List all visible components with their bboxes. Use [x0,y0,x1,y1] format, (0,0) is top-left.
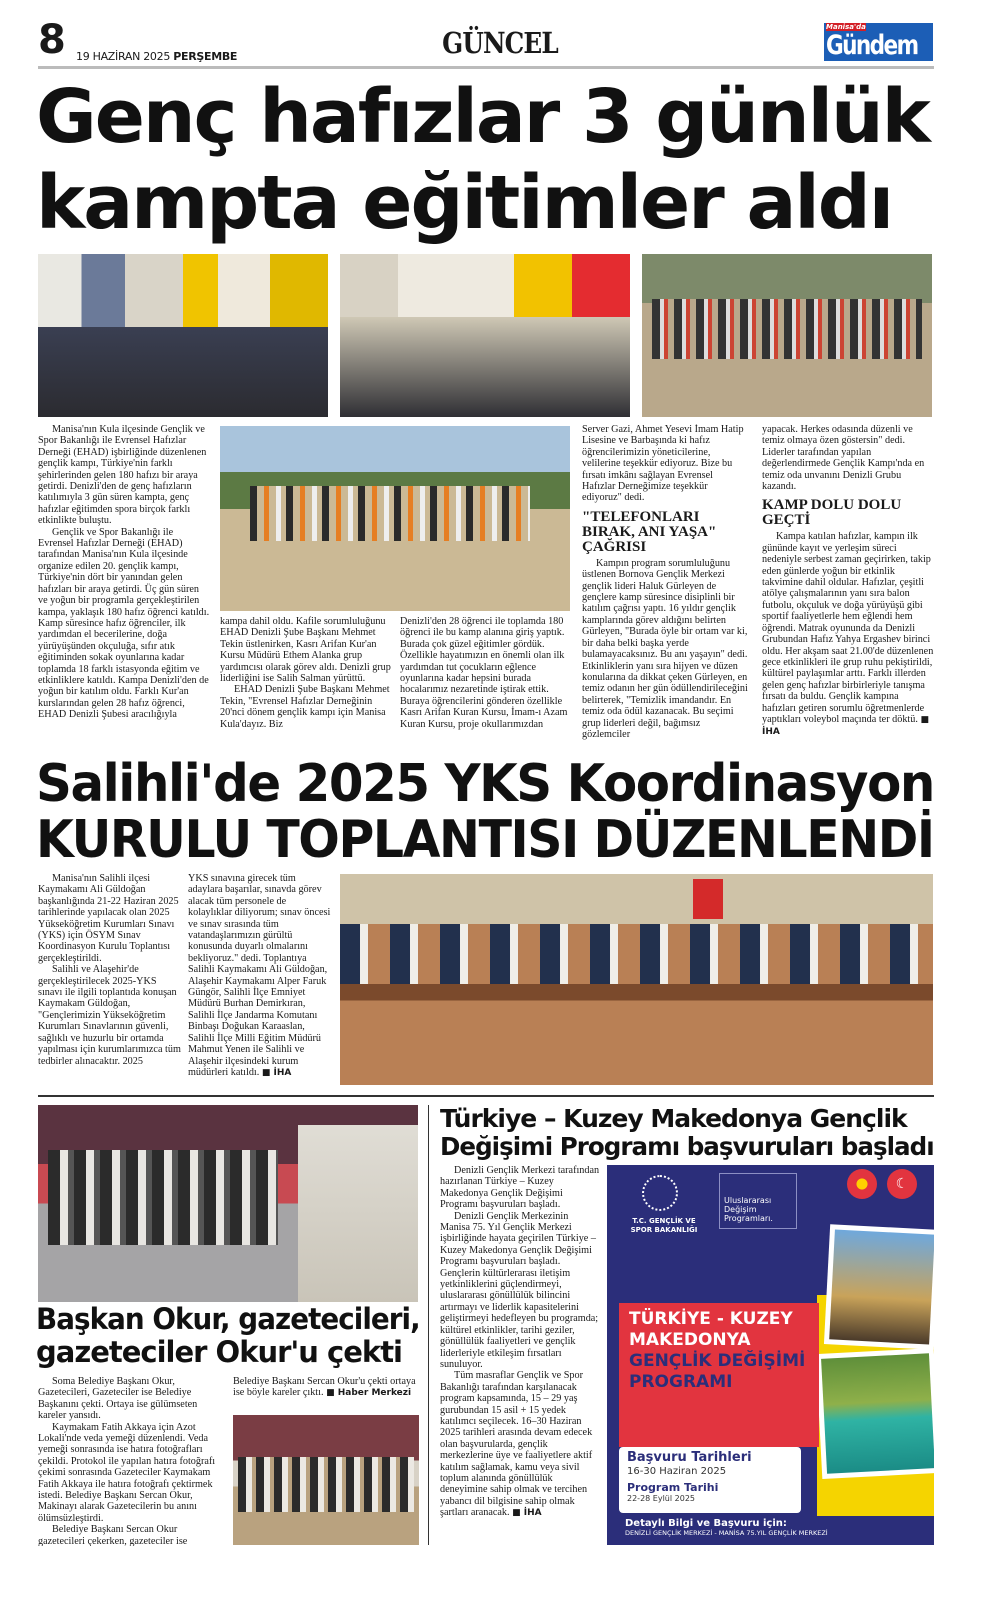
headline-line: Genç hafızlar 3 günlük [36,74,929,160]
program-poster [607,1165,934,1545]
article4-headline [440,1106,934,1159]
section-rule [38,1095,934,1097]
article2-col2 [188,873,332,1087]
headline-line: KURULU TOPLANTISI DÜZENLENDİ [36,810,934,870]
paragraph: Belediye Başkanı Sercan Okur gazetecileri çekerken, gazeteciler ise [38,1524,188,1546]
section-title: GÜNCEL [442,26,558,60]
program-label: Program Tarihi [627,1480,719,1494]
paragraph: Kampa katılan hafızlar, kampın ilk gününde kayıt ve yerleşim süreci nedeniyle serbest zaman geçirirken, takip eden günlerde yoğun bir etkinlik takvimine dahil oldular. Hafızlar, çeşitli atölye çalışmalarının yanı sıra balon futbolu, okçuluk ve doğa yürüyüşü gibi sportif faaliyetlerle hem eğlendi hem öğrendi. Matrak oyununda da Denizli Grubundan Hafız Yahya Ergashev birinci oldu. Her akşam saat 21.00'de düzenlenen gece etkinlikleri ile grup ruhu pekiştirildi, kültürel paylaşımlar arttı. Farklı illerden gelen genç hafızlar birbirleriyle tanışma fırsatı da buldu. Gençlik kampına hafızları getiren sorumlu öğretmenlerde yaptıkları voleybol maçında ter döktü. [762,531,934,725]
headline-line: Salihli'de 2025 YKS Koordinasyon [36,754,934,814]
paragraph: Gençlik ve Spor Bakanlığı ile Evrensel Hafızlar Derneği (EHAD) tarafından Manisa'nın Kula ilçesinde organize edilen 20. gençlik kampı, Türkiye'nin dört bir yanından gelen hafızları bir araya getirdi. Üç gün süren ve yoğun bir programla gerçekleştirilen kampa, yaklaşık 180 hafız öğrenci katıldı. Kamp süresince hafız öğrenciler, ilk yardımdan el becerilerine, doğa yürüyüşünden okçuluğa, sıfır atık eğitiminden sokak oyunlarına kadar toplamda 18 farklı istasyonda eğitim ve etkinliklere katıldı. Kampa Denizli'den de yoğun bir katılım oldu. Farklı Kur'an kurslarından gelen 28 hafız öğrenci, EHAD Denizli Şubesi aracılığıyla [38,526,210,721]
paragraph: Server Gazi, Ahmet Yesevi İmam Hatip Lisesine ve Barbaşında ki hafız öğrencilerimizin yöneticilerine, velilerine teşekkür ediyoruz. Bize bu fırsatı imkânı sağlayan Evrensel Hafızlar Derneğimize teşekkür ediyoruz" dedi. [582,424,744,504]
poster-dates-card [619,1447,801,1513]
camp-photo-2 [340,254,630,417]
ministry-name: T.C. GENÇLİK VE SPOR BAKANLIĞI [630,1217,698,1234]
subheading: KAMP DOLU DOLU GEÇTİ [762,497,902,529]
source: İHA [273,1067,292,1078]
poster-footer [607,1516,934,1545]
source-sign: ■ İHA [512,1508,542,1519]
program-dates: 22-28 Eylül 2025 [627,1493,695,1503]
skopje-photo [824,1224,934,1350]
article2-col1 [38,873,182,1087]
page-number: 8 [38,17,66,63]
ministry-emblem-icon [642,1175,678,1211]
subheading: "TELEFONLARI BIRAK, ANI YAŞA" ÇAĞRISI [582,508,717,555]
paragraph: kampa dahil oldu. Kafile sorumluluğunu EHAD Denizli Şube Başkanı Mehmet Tekin üstlenirken, Kasrı Arifan Kur'an Kursu Müdürü Ethem Alanka grup yardımcısı olarak görev aldı. Denizli grup liderliğini ise Salih Salman yürüttü. [220,616,391,685]
source: İHA [762,727,780,738]
camp-field-photo [220,426,570,611]
date: 19 HAZİRAN 2025 [76,50,171,63]
apply-label: Başvuru Tarihleri [627,1450,752,1465]
newspaper-logo [823,22,934,62]
paragraph: Salihli ve Alaşehir'de gerçekleştirilecek 2025-YKS sınavı ile ilgili toplantıda konuşan Kaymakam Güldoğan, "Gençlerimizin Yükseköğretim Kurumları Sınavlarının güvenli, sağlıklı ve huzurlu bir ortamda yapılması için kurumlarımızca tüm tedbirler alınacaktır. 2025 [38,964,181,1067]
headline-line: Başkan Okur, gazetecileri, [36,1302,420,1336]
logo-main: Gündem [826,30,918,61]
north-macedonia-flag-icon [847,1169,877,1199]
article4-col1 [440,1165,600,1547]
info-label: Detaylı Bilgi ve Başvuru için: [625,1518,787,1529]
article3-col2 [233,1376,419,1412]
poster-title: TÜRKİYE - KUZEY MAKEDONYA [629,1309,793,1350]
paragraph: Denizli'den 28 öğrenci ile toplamda 180 öğrenci ile bu kamp alanına giriş yaptık. Burada çok güzel eğitimler gördük. Özellikle hayatımızın en önemli olan ilk yardımdan tut çocukların eğlence oyunlarına kadar hepsini burada hocalarımız nezaretinde iştirak ettik. Buraya öğrencilerini gönderen özellikle Kasrı Arifan Kuran Kursu, İmam-ı Azam Kuran Kursu, proje okullarımızdan [400,616,568,730]
source-sign: ■ İHA [762,714,929,738]
source-sign: ■ İHA [261,1067,292,1078]
apply-dates: 16-30 Haziran 2025 [627,1465,727,1477]
poster-subtitle: GENÇLİK DEĞİŞİMİ PROGRAMI [629,1351,806,1392]
program-box [719,1173,797,1229]
paragraph: Manisa'nın Salihli ilçesi Kaymakamı Ali Güldoğan başkanlığında 21-22 Haziran 2025 tarihlerinde yapılacak olan 2025 Yükseköğretim Kurumları Sınavı (YKS) için ÖSYM Sınav Koordinasyon Kurulu Toplantısı gerçekleştirildi. [38,873,179,964]
camp-photo-3 [642,254,932,417]
article1-col5 [762,424,934,742]
camp-photo-1 [38,254,328,417]
article1-col4 [582,424,748,742]
headline-line: Değişimi Programı başvuruları başladı [440,1132,934,1161]
paragraph: Belediye Başkanı Sercan Okur'u çekti ortaya ise böyle kareler çıktı. [233,1376,416,1399]
meeting-photo [340,874,933,1085]
article1-col3 [400,616,572,742]
article1-col2 [220,616,392,742]
weekday: PERŞEMBE [173,50,238,63]
source: Haber Merkezi [337,1388,412,1399]
paragraph: Manisa'nın Kula ilçesinde Gençlik ve Spor Bakanlığı ile Evrensel Hafızlar Derneği (EHAD) işbirliğinde düzenlenen gençlik kampı, Türkiye'nin farklı şehirlerinden gelen 180 hafızı bir araya getirdi. Denizli'den de genç hafızların katılımıyla 3 gün süren kampta, genç hafızlar eğitimden spora birçok farklı etkinlikte buluştu. [38,424,207,527]
paragraph: Denizli Gençlik Merkezinin Manisa 75. Yıl Gençlik Merkezi işbirliğinde hayata geçirilen Türkiye – Kuzey Makedonya Gençlik Değişimi Programı başvuruları başladı. Gençlerin kültürlerarası iletişim yetkinliklerini güçlendirmeyi, uluslararası gönüllülük bilincini artırmayı ve liderlik kapasitelerini geliştirmeyi hedefleyen bu programda; kültürel etkinlikler, tarihi geziler, gönüllülük faaliyetleri ve gençlik liderleriyle etkileşim fırsatları sunuluyor. [440,1210,599,1370]
article2-headline [36,754,934,870]
column-rule [428,1105,429,1545]
paragraph: Kaymakam Fatih Akkaya için Azot Lokali'nde veda yemeği düzenlendi. Veda yemeği sonrasında ise hatıra fotoğrafları çekildi. Protokol ile yapılan hatıra fotoğrafı çekimi sonrasında Gazeteciler Kaymakam Fatih Akkaya ile hatıra fotoğrafı çektirmek istedi. Belediye Başkanı Sercan Okur, Makinayı alarak Gazetecilerin bu anını ölümsüzleştirdi. [38,1421,216,1524]
article3-headline [36,1302,420,1369]
paragraph: Tüm masraflar Gençlik ve Spor Bakanlığı tarafından karşılanacak program kapsamında, 15 – 29 yaş gurubundan 15 asil + 15 yedek katılımcı seçilecek. 16–30 Haziran 2025 tarihleri arasında devam edecek olan başvurularda, gençlik merkezlerine üye ve faaliyetlere aktif katılım sağlamak, kamu veya sivil toplum alanında gönüllülük deneyimine sahip olmak ve tercihen yabancı dil bilgisine sahip olmak şartları aranacak. [440,1370,593,1519]
header-rule [38,66,934,69]
poster-title-panel [619,1303,819,1447]
logo-top: Manisa'da [826,23,866,31]
article1-headline [36,74,936,246]
article3-col1 [38,1376,224,1546]
source: İHA [523,1508,542,1519]
program-box-text: Uluslararası Değişim Programları. [724,1196,773,1223]
paragraph: Soma Belediye Başkanı Okur, Gazetecileri, Gazeteciler ise Belediye Başkanını çekti. Ortaya ise gülümseten kareler yansıdı. [38,1376,198,1422]
headline-line: kampta eğitimler aldı [36,160,893,246]
headline-line: Türkiye – Kuzey Makedonya Gençlik [440,1104,907,1133]
paragraph: Kampın program sorumluluğunu üstlenen Bornova Gençlik Merkezi gençlik lideri Haluk Gürleyen de gençlere kamp süresince disiplinli bir katılım çağrısı yaptı. 16 yıldır gençlik kamplarında görev aldığını belirten Gürleyen, "Burada öyle bir ortam var ki, bir daha belki başka yerde bulamayacaksınız. Bu anı yaşayın" dedi. Etkinliklerin yanı sıra hijyen ve düzen konularına da dikkat çeken Gürleyen, en temiz odanın her gün ödüllendirileceğini belirterek, "Temizlik imandandır. En temiz oda ödül kazanacak. Bu seçimi grup liderleri değil, bağımsız gözlemciler [582,557,748,740]
paragraph: Denizli Gençlik Merkezi tarafından hazırlanan Türkiye – Kuzey Makedonya Gençlik Değişimi Programı başvuruları başladı. [440,1165,600,1211]
paragraph: yapacak. Herkes odasında düzenli ve temiz olmaya özen göstersin" dedi. Liderler tarafından yapılan değerlendirmede Gençlik Kampı'nda en temiz oda unvanını Denizli Grubu kazandı. [762,424,925,493]
group-photo [38,1105,418,1302]
info-text: DENİZLİ GENÇLİK MERKEZİ - MANİSA 75.YIL GENÇLİK MERKEZİ [625,1529,828,1537]
headline-line: gazeteciler Okur'u çekti [36,1335,402,1369]
journalists-photo [233,1415,419,1545]
turkey-flag-icon: ☾ [887,1169,917,1199]
paragraph: EHAD Denizli Şube Başkanı Mehmet Tekin, "Evrensel Hafızlar Derneğinin 20'nci dönem gençlik kampı için Manisa Kula'dayız. Biz [220,684,390,730]
source-sign: ■ Haber Merkezi [326,1388,412,1399]
canyon-photo [816,1348,934,1479]
article1-col1 [38,424,210,742]
paragraph: YKS sınavına girecek tüm adaylara başarılar, sınavda görev alacak tüm personele de kolaylıklar diliyorum; sınav öncesi ve sınav sırasında tüm vatandaşlarımızın gürültü konusunda duyarlı olmalarını bekliyoruz." dedi. Toplantıya Salihli Kaymakamı Ali Güldoğan, Alaşehir Kaymakamı Alper Faruk Güngör, Salihli İlçe Emniyet Müdürü Burhan Demirkıran, Salihli İlçe Jandarma Komutanı Binbaşı Doğukan Karaaslan, Salihli İlçe Milli Eğitim Müdürü Mahmut Yenen ile Salihli ve Alaşehir ilçesindeki kurum müdürleri katıldı. [188,873,331,1078]
